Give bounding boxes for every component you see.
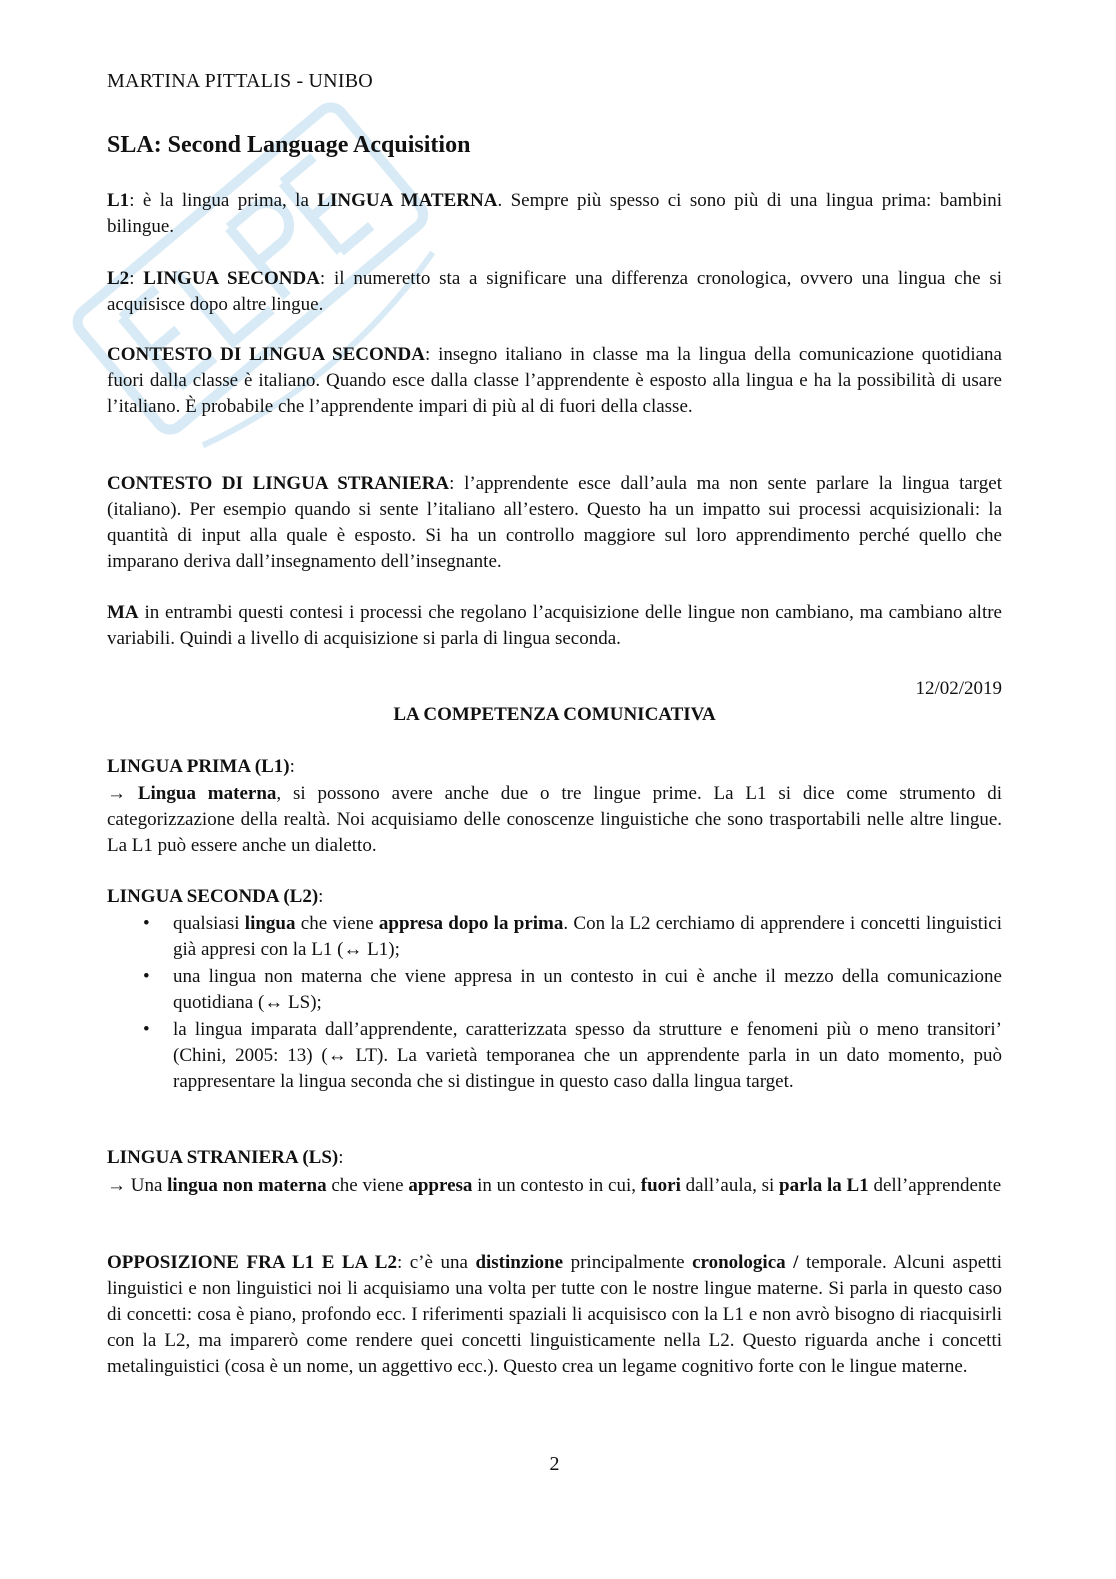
term-lingua: lingua — [244, 913, 296, 934]
colon: : — [338, 1147, 344, 1168]
list-item: • la lingua imparata dall’apprendente, caratterizzata spesso da strutture e fenomeni più o meno transitori’ (Chini, 2005: 13) (↔ LT). La varietà temporanea che un apprendente parla in un dato momento, può rappresentare la lingua seconda che si distingue in questo caso dalla lingua target. — [107, 1017, 1002, 1095]
term-appresa-dopo: appresa dopo la prima — [378, 913, 564, 934]
term-lingua-materna: LINGUA MATERNA — [317, 190, 498, 211]
page-number: 2 — [549, 1453, 560, 1475]
colon: : — [289, 756, 295, 777]
paragraph-ma — [107, 600, 1002, 652]
text: : il numeretto sta a significare una differenza cronologica, ovvero una lingua che si acquisisce dopo altre lingue. — [107, 268, 1002, 315]
term-cronologica: cronologica / — [692, 1252, 799, 1273]
text: : c’è una — [396, 1252, 476, 1273]
text: , si possono avere anche due o tre lingue prime. La L1 si dice come strumento di categorizzazione della realtà. Noi acquisiamo delle conoscenze linguistiche che sono trasportabili nelle altre lingue. La L1 può essere anche un dialetto. — [107, 783, 1003, 856]
text: temporale. Alcuni aspetti linguistici e non linguistici noi li acquisiamo una volta per tutte con le nostre lingue materne. Si parla in questo caso di concetti: cosa è piano, profondo ecc. I riferimenti spaziali li acquisisco con la L1 e non avrò bisogno di riacquisirli con la L2, ma imparerò come rendere quei concetti linguisticamente nella L2. Questo riguarda anche i concetti metalinguistici (cosa è un nome, un aggettivo ecc.). Questo crea un legame cognitivo forte con le lingue materne. — [107, 1252, 1002, 1377]
term: parla la L1 — [779, 1175, 869, 1196]
text: in entrambi questi contesi i processi che regolano l’acquisizione delle lingue non cambiano, ma cambiano altre variabili. Quindi a livello di acquisizione si parla di lingua seconda. — [107, 602, 1002, 649]
text: in un contesto in cui, — [472, 1175, 641, 1196]
list-item: • una lingua non materna che viene appresa in un contesto in cui è anche il mezzo della comunicazione quotidiana (↔ LS); — [107, 964, 1002, 1016]
term: appresa — [408, 1175, 473, 1196]
arrow-icon: → Una — [107, 1175, 168, 1196]
paragraph-l1 — [107, 188, 1002, 240]
term: lingua non materna — [167, 1175, 327, 1196]
text: : — [129, 268, 144, 289]
term: fuori — [640, 1175, 681, 1196]
heading-text: LINGUA SECONDA (L2) — [107, 886, 319, 907]
term-opposizione: OPPOSIZIONE FRA L1 E LA L2 — [107, 1252, 397, 1273]
heading-text: LINGUA PRIMA (L1) — [107, 756, 290, 777]
heading-lingua-seconda — [107, 884, 323, 910]
heading-lingua-straniera — [107, 1145, 344, 1171]
page-header: MARTINA PITTALIS - UNIBO — [107, 70, 373, 92]
term-lingua-seconda: LINGUA SECONDA — [143, 268, 320, 289]
text: qualsiasi — [173, 913, 245, 934]
lecture-date: 12/02/2019 — [915, 678, 1002, 699]
heading-text: LINGUA STRANIERA (LS) — [107, 1147, 339, 1168]
paragraph-lingua-prima — [107, 781, 1002, 859]
term-distinzione: distinzione — [475, 1252, 564, 1273]
text: dall’aula, si — [680, 1175, 779, 1196]
document-title: SLA: Second Language Acquisition — [107, 132, 471, 158]
paragraph-opposizione — [107, 1250, 1002, 1380]
term-contesto-seconda: CONTESTO DI LINGUA SECONDA — [107, 344, 425, 365]
text: : insegno italiano in classe ma la lingua della comunicazione quotidiana fuori dalla classe è italiano. Quando esce dalla classe l’apprendente è esposto alla lingua e ha la possibilità di usare l’italiano. È probabile che l’apprendente impari di più al di fuori della classe. — [107, 344, 1002, 417]
text: : è la lingua prima, la — [129, 190, 318, 211]
term-l1: L1 — [107, 190, 130, 211]
text: : l’apprendente esce dall’aula ma non sente parlare la lingua target (italiano). Per esempio quando si sente l’italiano all’estero. Questo ha un impatto sui processi acquisizionali: la quantità di input alla quale è esposto. Si ha un controllo maggiore sul loro apprendimento perché quello che imparano deriva dall’insegnamento dell’insegnante. — [107, 473, 1002, 572]
term-l2: L2 — [107, 268, 130, 289]
term-ma: MA — [107, 602, 139, 623]
paragraph-l2 — [107, 266, 1002, 318]
colon: : — [318, 886, 324, 907]
text: . Con la L2 cerchiamo di apprendere i concetti linguistici già appresi con la L1 (↔ L1); — [173, 913, 1002, 960]
term-lingua-materna-2: Lingua materna — [137, 783, 277, 804]
paragraph-lingua-straniera — [107, 1173, 1002, 1199]
arrow-icon: → — [107, 783, 138, 804]
term-contesto-straniera: CONTESTO DI LINGUA STRANIERA — [107, 473, 450, 494]
paragraph-contesto-straniera — [107, 471, 1002, 575]
paragraph-contesto-seconda — [107, 342, 1002, 420]
list-item — [107, 911, 1002, 963]
text: principalmente — [563, 1252, 693, 1273]
text: che viene — [326, 1175, 409, 1196]
text: . Sempre più spesso ci sono più di una lingua prima: bambini bilingue. — [107, 190, 1003, 237]
heading-lingua-prima — [107, 754, 295, 780]
section-title: LA COMPETENZA COMUNICATIVA — [393, 704, 716, 725]
text: dell’apprendente — [868, 1175, 1002, 1196]
text: che viene — [295, 913, 379, 934]
list-lingua-seconda — [107, 911, 1002, 1096]
